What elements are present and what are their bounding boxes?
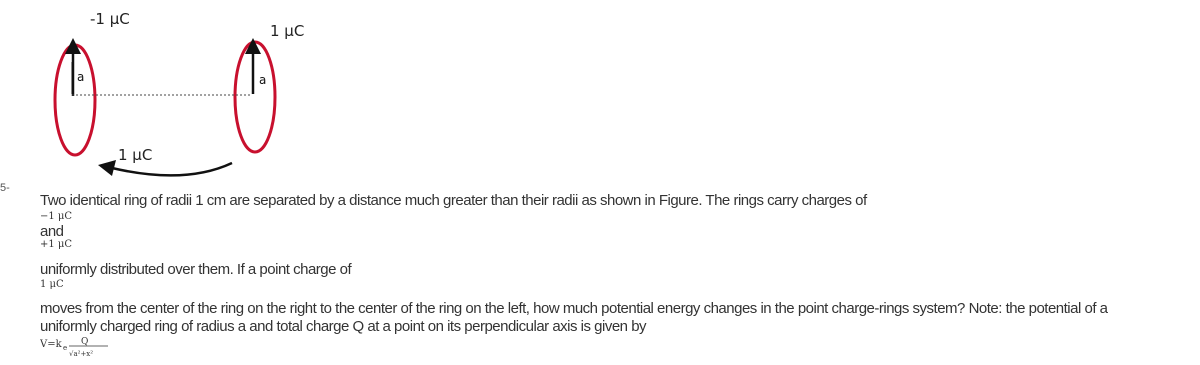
left-radius-label: a [77,70,85,84]
right-ring [235,42,275,152]
charge-value-2: +1 μC [40,239,73,250]
arrow-charge-label: 1 μC [118,146,153,164]
left-ring [55,45,95,155]
charge-value-3: 1 μC [40,279,64,290]
question-number: 5- [0,182,10,194]
formula-lhs: V=k [40,339,62,350]
question-line-1: Two identical ring of radii 1 cm are separated by a distance much greater than their radii as shown in Figure. The rings carry charges of [40,192,867,209]
two-rings-figure [0,0,360,195]
motion-arrow-head [98,160,116,176]
ring-potential-formula [40,334,120,362]
question-line-4: uniformly charged ring of radius a and total charge Q at a point on its perpendicular axis is given by [40,318,647,335]
charge-value-1: −1 μC [40,211,73,222]
formula-subscript: e [63,344,68,352]
motion-curved-arrow [112,163,232,175]
right-ring-charge-label: 1 μC [270,22,305,40]
right-radius-label: a [259,73,267,87]
left-ring-charge-label: -1 μC [90,10,130,28]
and-text: and [40,223,64,240]
question-line-3: moves from the center of the ring on the right to the center of the ring on the left, how much potential energy changes in the point charge-rings system? Note: the potential of a [40,300,1108,317]
formula-denominator: √a²+x² [69,350,94,358]
question-line-2: uniformly distributed over them. If a point charge of [40,261,352,278]
formula-numerator: Q [81,337,89,347]
